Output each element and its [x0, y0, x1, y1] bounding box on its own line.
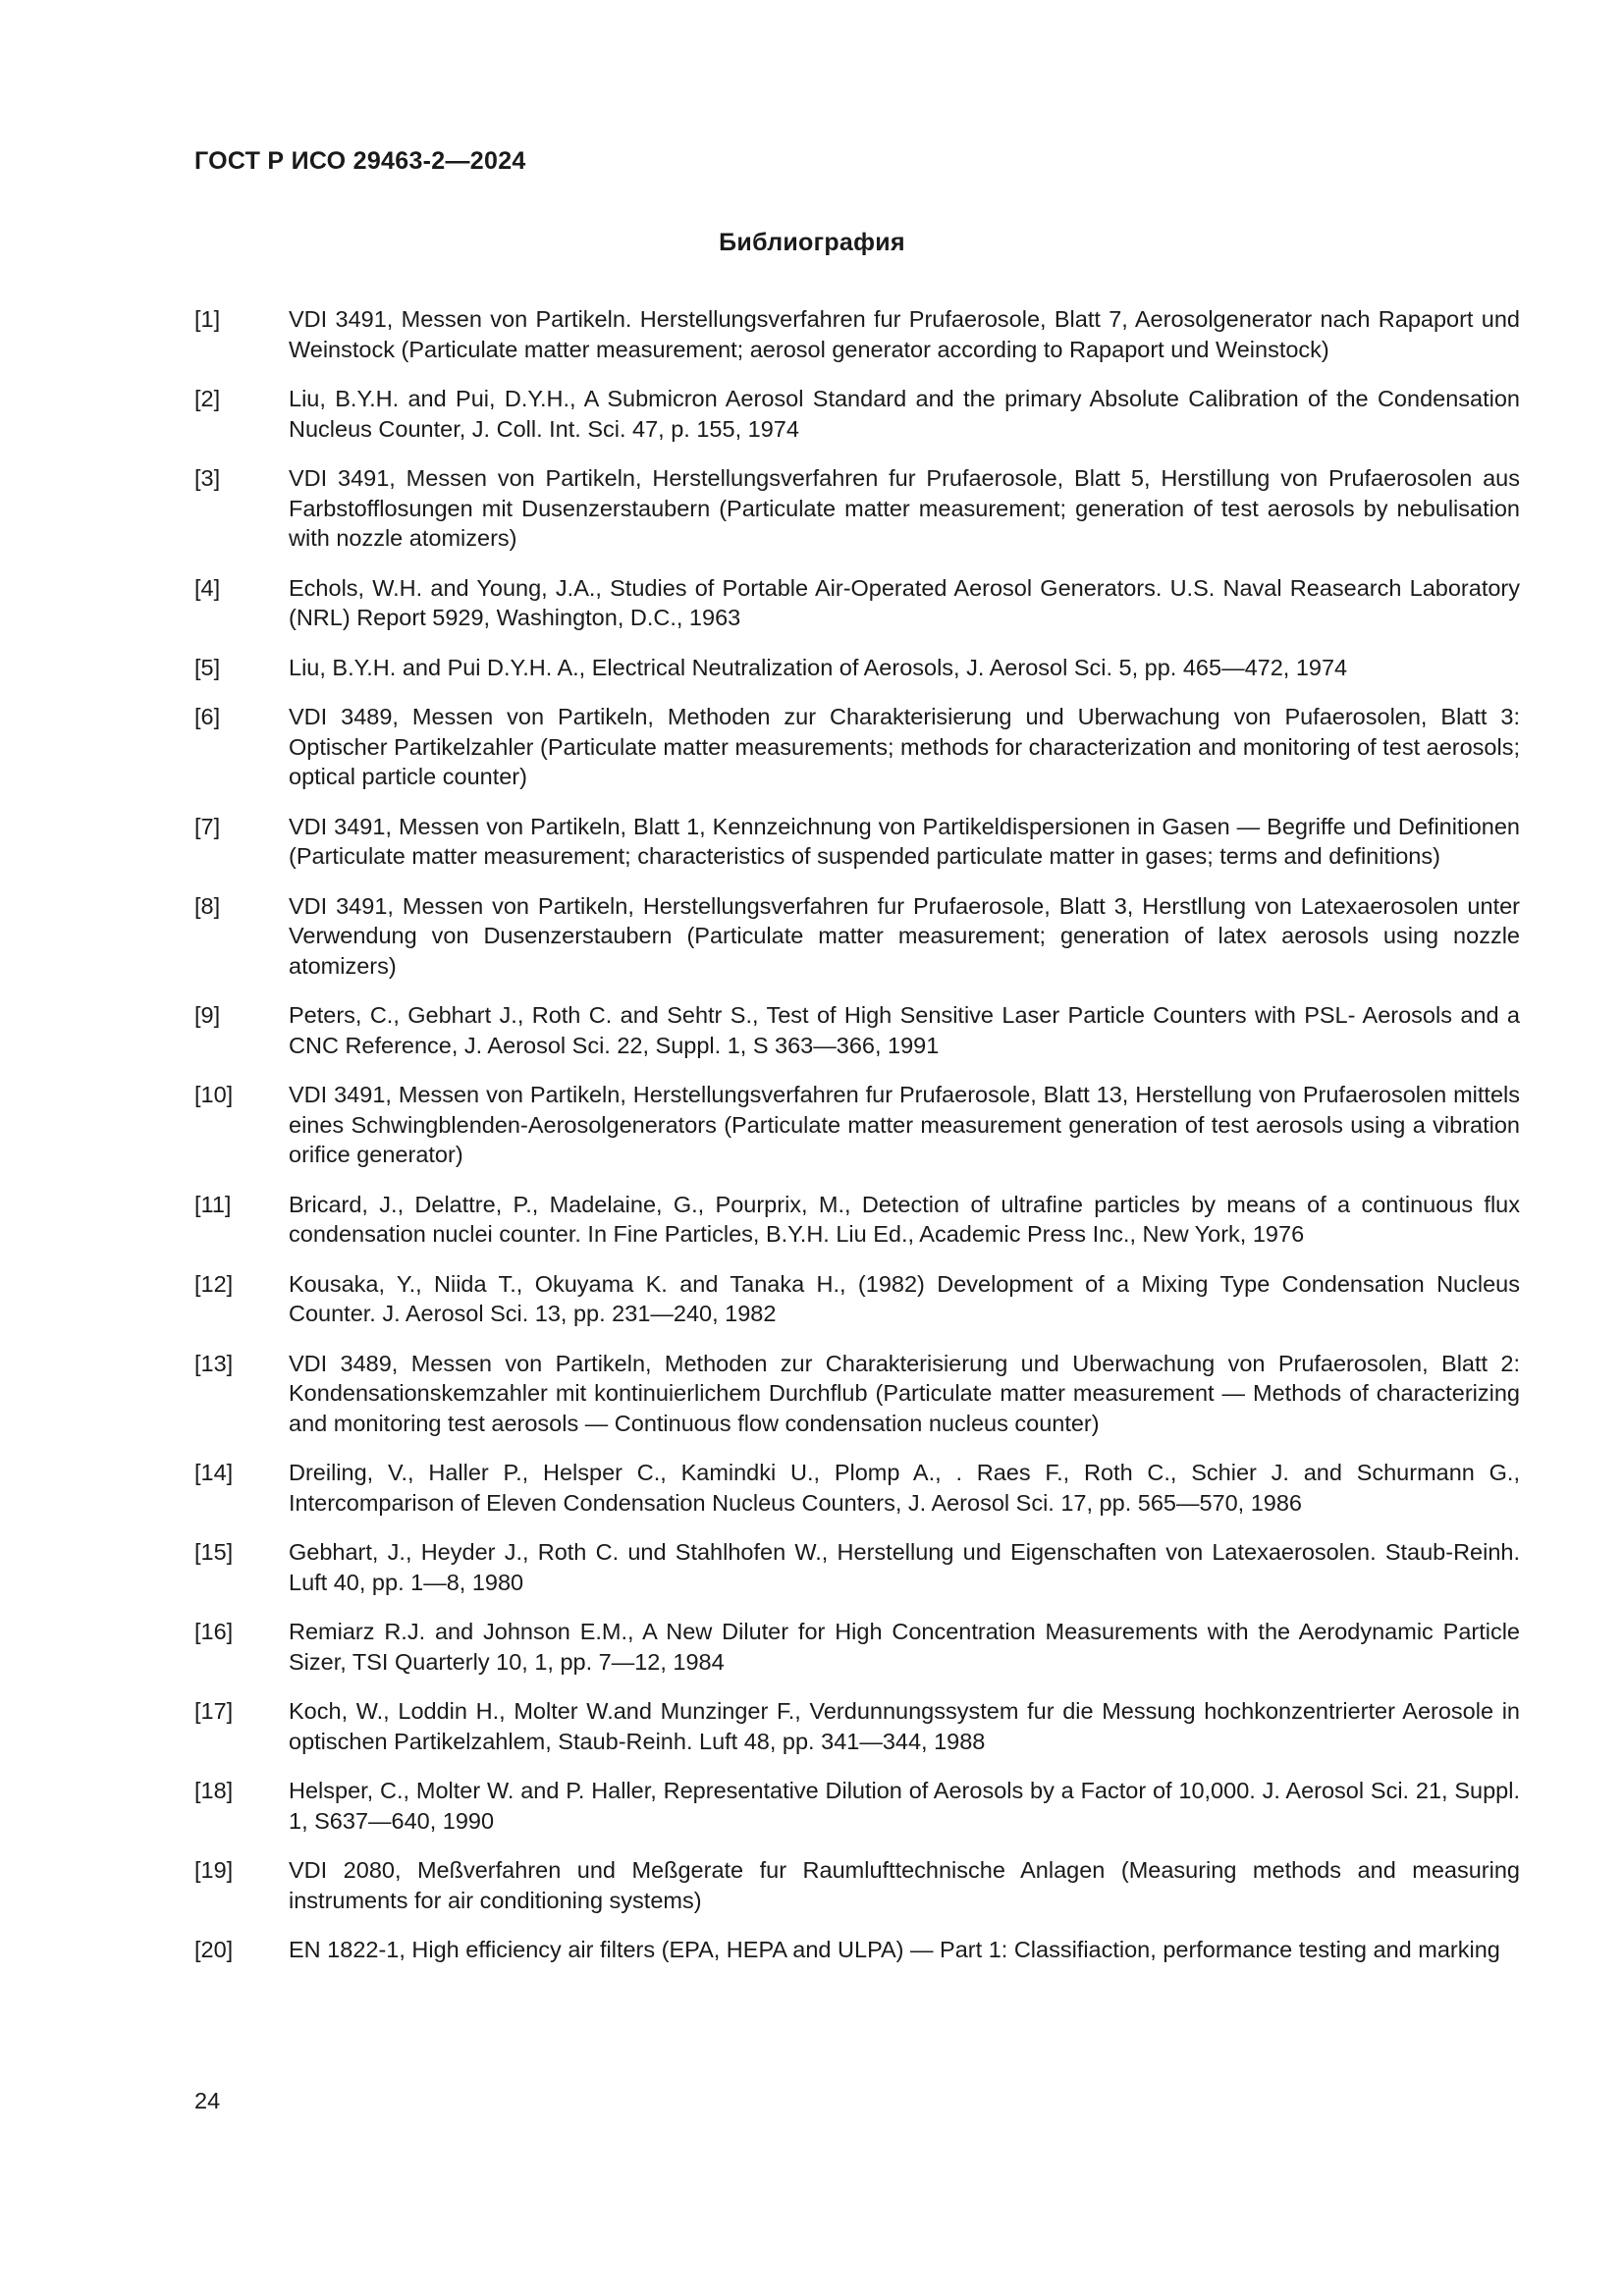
reference-text: Koch, W., Loddin H., Molter W.and Munzinger F., Verdunnungssystem fur die Messung hochkonzentrierter Aerosole in optischen Partikelzahlem, Staub-Reinh. Luft 48, pp. 341—344, 1988 [289, 1698, 1520, 1754]
reference-number: [14] [194, 1460, 234, 1485]
reference-text: Helsper, C., Molter W. and P. Haller, Representative Dilution of Aerosols by a Factor of 10,000. J. Aerosol Sci. 21, Suppl. 1, S637—640, 1990 [289, 1778, 1520, 1834]
reference-entry-14 [194, 1458, 1520, 1518]
reference-number: [20] [194, 1937, 234, 1962]
reference-number: [17] [194, 1698, 234, 1724]
reference-text: Liu, B.Y.H. and Pui, D.Y.H., A Submicron Aerosol Standard and the primary Absolute Calibration of the Condensation Nucleus Counter, J. Coll. Int. Sci. 47, p. 155, 1974 [289, 386, 1520, 442]
reference-text: VDI 3491, Messen von Partikeln, Herstellungsverfahren fur Prufaerosole, Blatt 5, Herstillung von Prufaerosolen aus Farbstofflosungen mit Dusenzerstaubern (Particulate matter measurement; generation of test aerosols by nebulisation with nozzle atomizers) [289, 465, 1520, 551]
reference-number: [7] [194, 813, 221, 839]
reference-entry-18 [194, 1776, 1520, 1836]
reference-entry-1 [194, 304, 1520, 364]
reference-entry-2 [194, 384, 1520, 444]
reference-number: [19] [194, 1857, 234, 1883]
document-id-header: ГОСТ Р ИСО 29463-2—2024 [194, 147, 526, 175]
reference-text: Peters, C., Gebhart J., Roth C. and Sehtr S., Test of High Sensitive Laser Particle Counters with PSL- Aerosols and a CNC Reference, J. Aerosol Sci. 22, Suppl. 1, S 363—366, 1991 [289, 1002, 1520, 1058]
reference-text: VDI 3491, Messen von Partikeln, Herstellungsverfahren fur Prufaerosole, Blatt 13, Herstellung von Prufaerosolen mittels eines Schwingblenden-Aerosolgenerators (Particulate matter measurement generation of test aerosols using a vibration orifice generator) [289, 1082, 1520, 1167]
reference-number: [6] [194, 704, 221, 729]
reference-text: Dreiling, V., Haller P., Helsper C., Kamindki U., Plomp A., . Raes F., Roth C., Schier J. and Schurmann G., Intercomparison of Eleven Condensation Nucleus Counters, J. Aerosol Sci. 17, pp. 565—570, 1986 [289, 1460, 1520, 1516]
reference-entry-3 [194, 463, 1520, 554]
reference-entry-4 [194, 573, 1520, 633]
reference-text: VDI 3489, Messen von Partikeln, Methoden zur Charakterisierung und Uberwachung von Prufaerosolen, Blatt 2: Kondensationskemzahler mit kontinuierlichem Durchflub (Particulate matter measurement — Methods of characterizing and monitoring test aerosols — Continuous flow condensation nucleus counter) [289, 1350, 1520, 1436]
reference-number: [18] [194, 1778, 234, 1803]
reference-entry-15 [194, 1537, 1520, 1597]
reference-entry-20 [194, 1935, 1520, 1965]
reference-text: VDI 3491, Messen von Partikeln, Blatt 1, Kennzeichnung von Partikeldispersionen in Gasen — Begriffe und Definitionen (Particulate matter measurement; characteristics of suspended particulate matter in gases; terms and definitions) [289, 813, 1520, 869]
page-number: 24 [194, 2088, 221, 2113]
reference-number: [3] [194, 465, 221, 491]
reference-entry-12 [194, 1269, 1520, 1329]
reference-number: [16] [194, 1619, 234, 1644]
reference-text: Bricard, J., Delattre, P., Madelaine, G., Pourprix, M., Detection of ultrafine particles by means of a continuous flux condensation nuclei counter. In Fine Particles, B.Y.H. Liu Ed., Academic Press Inc., New York, 1976 [289, 1191, 1520, 1247]
reference-number: [10] [194, 1082, 234, 1107]
reference-text: VDI 3491, Messen von Partikeln. Herstellungsverfahren fur Prufaerosole, Blatt 7, Aerosolgenerator nach Rapaport und Weinstock (Particulate matter measurement; aerosol generator according to Rapaport und Weinstock) [289, 306, 1520, 362]
reference-text: Remiarz R.J. and Johnson E.M., A New Diluter for High Concentration Measurements with the Aerodynamic Particle Sizer, TSI Quarterly 10, 1, pp. 7—12, 1984 [289, 1619, 1520, 1675]
reference-entry-10 [194, 1080, 1520, 1170]
reference-entry-6 [194, 702, 1520, 792]
reference-list [194, 304, 1520, 1985]
reference-text: VDI 3491, Messen von Partikeln, Herstellungsverfahren fur Prufaerosole, Blatt 3, Herstllung von Latexaerosolen unter Verwendung von Dusenzerstaubern (Particulate matter measurement; generation of latex aerosols using nozzle atomizers) [289, 892, 1520, 979]
reference-text: Echols, W.H. and Young, J.A., Studies of Portable Air-Operated Aerosol Generators. U.S. Naval Reasearch Laboratory (NRL) Report 5929, Washington, D.C., 1963 [289, 574, 1520, 630]
reference-entry-16 [194, 1617, 1520, 1677]
reference-entry-9 [194, 1000, 1520, 1060]
reference-entry-13 [194, 1349, 1520, 1439]
reference-number: [5] [194, 654, 221, 680]
reference-number: [15] [194, 1539, 234, 1565]
reference-text: Liu, B.Y.H. and Pui D.Y.H. A., Electrical Neutralization of Aerosols, J. Aerosol Sci. 5, pp. 465—472, 1974 [289, 654, 1348, 680]
reference-entry-8 [194, 891, 1520, 982]
bibliography-title: Библиография [719, 229, 905, 256]
reference-entry-7 [194, 812, 1520, 872]
reference-number: [1] [194, 306, 221, 332]
reference-entry-11 [194, 1190, 1520, 1250]
reference-number: [9] [194, 1002, 221, 1028]
reference-text: VDI 3489, Messen von Partikeln, Methoden zur Charakterisierung und Uberwachung von Pufaerosolen, Blatt 3: Optischer Partikelzahler (Particulate matter measurements; methods for characterization and monitoring of test aerosols; optical particle counter) [289, 704, 1520, 789]
reference-number: [11] [194, 1191, 232, 1217]
reference-number: [4] [194, 574, 221, 601]
reference-number: [8] [194, 892, 221, 919]
reference-text: VDI 2080, Meßverfahren und Meßgerate fur Raumlufttechnische Anlagen (Measuring methods and measuring instruments for air conditioning systems) [289, 1857, 1520, 1913]
reference-entry-5 [194, 653, 1520, 683]
reference-number: [12] [194, 1270, 234, 1297]
reference-text: Kousaka, Y., Niida T., Okuyama K. and Tanaka H., (1982) Development of a Mixing Type Condensation Nucleus Counter. J. Aerosol Sci. 13, pp. 231—240, 1982 [289, 1270, 1520, 1326]
reference-number: [2] [194, 386, 221, 411]
reference-text: EN 1822-1, High efficiency air filters (EPA, HEPA and ULPA) — Part 1: Classifiaction, performance testing and marking [289, 1937, 1500, 1962]
reference-number: [13] [194, 1350, 234, 1376]
reference-text: Gebhart, J., Heyder J., Roth C. und Stahlhofen W., Herstellung und Eigenschaften von Latexaerosolen. Staub-Reinh. Luft 40, pp. 1—8, 1980 [289, 1539, 1520, 1595]
reference-entry-17 [194, 1696, 1520, 1756]
reference-entry-19 [194, 1855, 1520, 1915]
